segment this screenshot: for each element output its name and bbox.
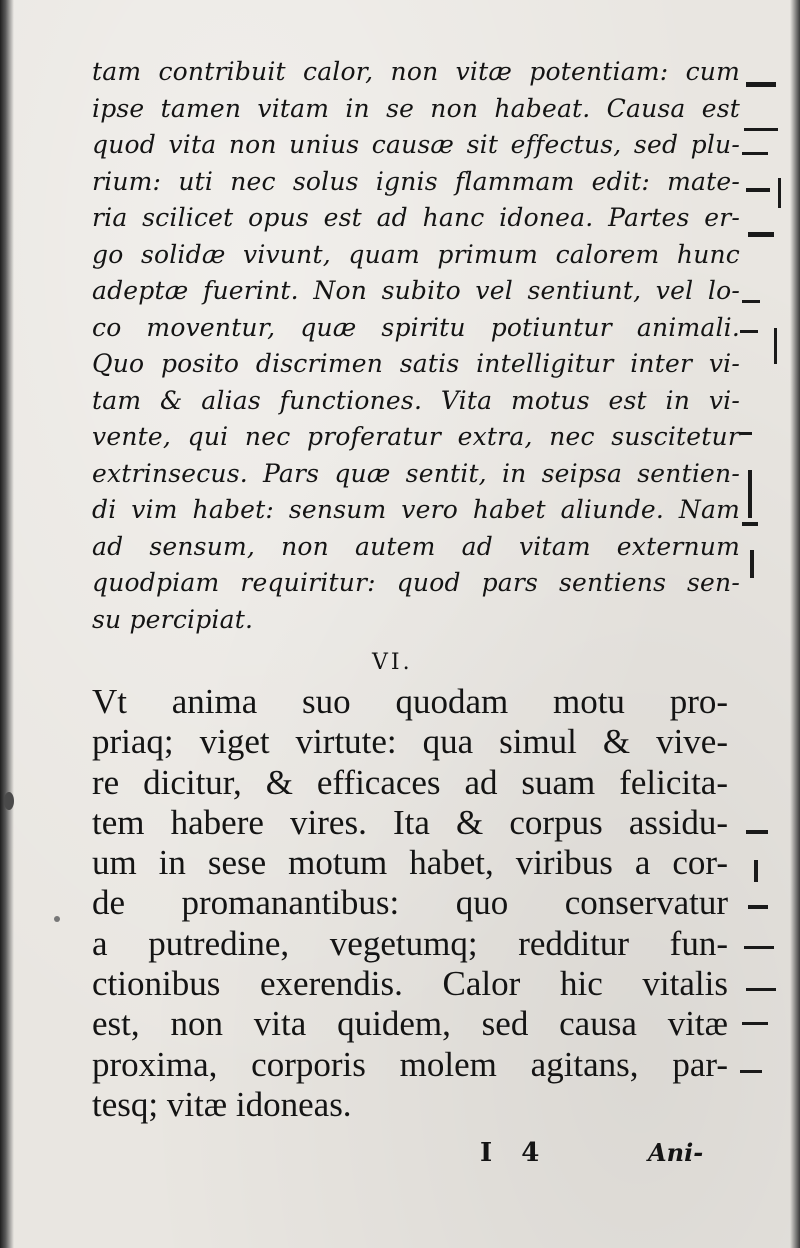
text-line: di vim habet: sensum vero habet aliunde. Nam (92, 495, 740, 524)
margin-mark (742, 300, 760, 303)
margin-mark (746, 988, 776, 991)
section-number: VI. (372, 650, 413, 675)
margin-mark (746, 82, 776, 87)
text-line: de promanantibus: quo conservatur (92, 883, 728, 923)
margin-mark (742, 152, 768, 155)
text-line: extrinsecus. Pars quæ sentit, in seipsa sentien- (92, 458, 740, 488)
margin-mark (742, 1022, 768, 1025)
text-line: priaq; viget virtute: qua simul & vive- (92, 722, 728, 762)
margin-mark (746, 830, 768, 834)
text-line: ctionibus exerendis. Calor hic vitalis (92, 964, 728, 1004)
catchword: Ani- (648, 1138, 704, 1167)
text-line: tesq; vitæ idoneas. (92, 1084, 352, 1124)
italic-paragraph (92, 54, 740, 638)
margin-mark (754, 860, 758, 882)
margin-mark (750, 550, 754, 578)
page-gutter-shadow (0, 0, 14, 1248)
text-line: ipse tamen vitam in se non habeat. Causa est (92, 93, 740, 123)
margin-mark (744, 128, 778, 131)
ink-blot (54, 916, 60, 922)
text-line: Vt anima suo quodam motu pro- (92, 682, 728, 721)
ink-blot (4, 792, 14, 810)
text-line: rium: uti nec solus ignis flammam edit: mate- (92, 166, 740, 196)
text-line: vente, qui nec proferatur extra, nec suscitetur (92, 422, 740, 451)
margin-mark (746, 188, 770, 192)
page-edge-shadow (790, 0, 800, 1248)
text-line: tam & alias functiones. Vita motus est in vi- (92, 385, 740, 415)
margin-mark (774, 328, 777, 364)
text-line: Quo posito discrimen satis intelligitur inter vi- (92, 349, 740, 378)
text-line: um in sese motum habet, viribus a cor- (92, 843, 728, 883)
text-line: adeptæ fuerint. Non subito vel sentiunt, vel lo- (92, 276, 740, 305)
signature-mark: I 4 (480, 1138, 550, 1168)
margin-mark (744, 946, 774, 949)
margin-mark (748, 905, 768, 909)
margin-mark (778, 178, 781, 208)
text-line: quodpiam requiritur: quod pars sentiens sen- (92, 568, 740, 597)
text-line: tam contribuit calor, non vitæ potentiam: cum (92, 57, 740, 86)
text-line: quod vita non unius causæ sit effectus, sed plu- (92, 130, 740, 159)
text-line: ad sensum, non autem ad vitam externum (92, 531, 740, 561)
text-line: est, non vita quidem, sed causa vitæ (92, 1004, 728, 1044)
text-line: su percipiat. (92, 604, 254, 634)
text-line: tem habere vires. Ita & corpus assidu- (92, 802, 728, 842)
text-line: ria scilicet opus est ad hanc idonea. Partes er- (92, 203, 740, 232)
margin-marks (738, 60, 790, 1140)
margin-mark (748, 470, 752, 518)
text-line: co moventur, quæ spiritu potiuntur animali. (92, 312, 740, 342)
margin-mark (742, 522, 758, 526)
roman-paragraph (92, 682, 728, 1125)
margin-mark (740, 330, 758, 333)
text-line: go solidæ vivunt, quam primum calorem hunc (92, 239, 740, 269)
text-line: proxima, corporis molem agitans, par- (92, 1044, 728, 1084)
text-line: re dicitur, & efficaces ad suam felicita- (92, 762, 728, 802)
margin-mark (740, 1070, 762, 1073)
margin-mark (740, 432, 752, 435)
text-line: a putredine, vegetumq; redditur fun- (92, 923, 728, 963)
margin-mark (748, 232, 774, 237)
